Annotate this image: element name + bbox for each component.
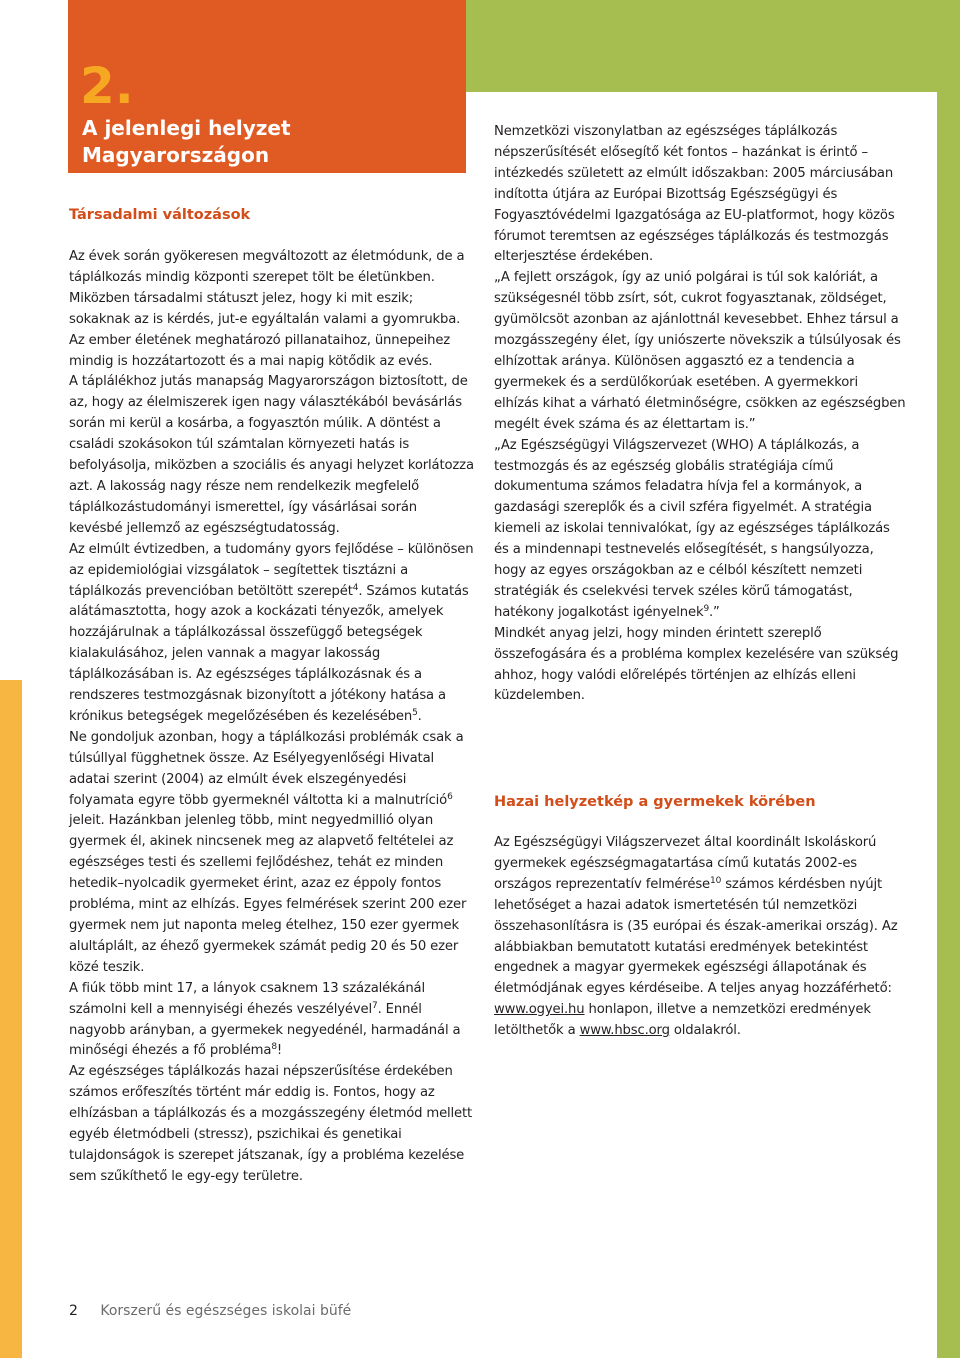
paragraph: Ne gondoljuk azonban, hogy a táplálkozási problémák csak a túlsúllyal függhetnek össze. Az Esélyegyenlőségi Hivatal adatai szerint (2004) az elmúlt évek elszegényedési folyamata egyre több gyermeknél váltotta ki a malnutríció$^6$ jeleit. Hazánkban jelenleg több, mint negyedmillió olyan gyermek él, akinek nincsenek meg az alapvető feltételei az egészséges testi és szellemi fejlődéshez, tehát ez minden hetedik–nyolcadik gyermeket érint, azaz ez éppoly fontos probléma, mint az elhízás. Egyes felmérések szerint 200 ezer gyermek nem jut naponta meleg ételhez, 150 ezer gyermek alultáplált, az éhező gyermekek számát pedig 20 és 50 ezer közé teszik.	[69, 729, 467, 975]
footnote-ref: 6	[447, 791, 453, 802]
paragraph: A fiúk több mint 17, a lányok csaknem 13 százalékánál számolni kell a mennyiségi éhezés veszélyével$^7$. Ennél nagyobb arányban, a gyermekek negyedénél, harmadánál a minőségi éhezés a fő probléma$^8$!	[69, 980, 461, 1059]
paragraph: Az elmúlt évtizedben, a tudomány gyors fejlődése – különösen az epidemiológiai vizsgálatok – segítettek tisztázni a táplálkozás prevencióban betöltött szerepét$^4$. Számos kutatás alátámasztotta, hogy azok a kockázati tényezők, amelyek hozzájárulnak a táplálkozással összefüggő betegségek kialakulásához, jelen vannak a magyar lakosság táplálkozásában is. Az egészséges táplálkozásnak és a rendszeres testmozgásnak bizonyított a jótékony hatása a krónikus betegségek megelőzésében és kezelésében$^5$.	[69, 541, 474, 724]
paragraph: Az egészséges táplálkozás hazai népszerűsítése érdekében számos erőfeszítés történt már eddig is. Fontos, hogy az elhízásban a táplálkozás és a mozgásszegény életmód mellett egyéb életmódbeli (stressz), pszichikai és genetikai tulajdonságok is szerepet játszanak, így a probléma kezelése sem szűkíthető le egy-egy területre.	[69, 1064, 473, 1184]
paragraph: Az évek során gyökeresen megváltozott az életmódunk, de a táplálkozás mindig központi szerepet tölt be életünkben. Miközben társadalmi státuszt jelez, hogy ki mit eszik; sokaknak az is kérdés, jut-e egyáltalán valami a gyomrukba. Az ember életének meghatározó pillanataihoz, ünnepeihez mindig is hozzátartozott és a mai napig kötődik az evés.	[69, 249, 465, 369]
footnote-ref: 7	[372, 1000, 378, 1011]
paragraph: Az Egészségügyi Világszervezet által koordinált Iskoláskorú gyermekek egészségmagatartása című kutatás 2002-es országos reprezentatív felmérése$^{10}$ számos kérdésben nyújt lehetőséget a hazai adatok ismertetésén túl nemzetközi összehasonlításra is (35 európai és észak-amerikai ország). Az alábbiakban bemutatott kutatási eredmények betekintést engednek a magyar gyermekek egészségi állapotának és életmódjának egyes kérdéseibe. A teljes anyag hozzáférhető: www.ogyei.hu honlapon, illetve a nemzetközi eredmények letölthetők a www.hbsc.org oldalakról.	[494, 835, 898, 1039]
quote-paragraph: „A fejlett országok, így az unió polgárai is túl sok kalóriát, a szükségesnél több zsírt, sót, cukrot fogyasztanak, zöldséget, gyümölcsöt azonban az ajánlottnál kevesebbet. Ehhez társul a mozgásszegény élet, így uniószerte növekszik a túlsúlyosak és elhízottak aránya. Különösen aggasztó ez a tendencia a gyermekek és a serdülőkorúak esetében. A gyermekkori elhízás kihat a várható életminőségre, csökken az egészségben megélt évek száma és az élettartam is.”	[494, 270, 906, 432]
page-number: 2	[69, 1303, 78, 1319]
chapter-title	[82, 115, 452, 169]
quote-paragraph: „Az Egészségügyi Világszervezet (WHO) A táplálkozás, a testmozgás és az egészség globális stratégiája című dokumentuma számos feladatra hívja fel a kormányok, a gazdasági szereplők és a civil szféra figyelmét. A stratégia kiemeli az iskolai tennivalókat, így az egészséges táplálkozás és a mindennapi testnevelés elősegítését, s hangsúlyozza, hogy az egyes országokban az e célból készített nemzeti stratégiák és cselekvési tervek széles körű támogatást, hatékony jogalkotást igényelnek$^9$.”	[494, 437, 890, 620]
right-column-bottom	[494, 833, 906, 1042]
right-side-band	[937, 92, 960, 1358]
footnote-ref: 9	[703, 603, 710, 614]
link-hbsc[interactable]: www.hbsc.org	[579, 1023, 670, 1039]
paragraph: A táplálékhoz jutás manapság Magyarországon biztosított, de az, hogy az élelmiszerek igen nagy választékából bevásárlás során mi kerül a kosárba, a fogyasztón múlik. A döntést a családi szokásokon túl számtalan környezeti hatás is befolyásolja, miközben a szociális és anyagi helyzet korlátozza azt. A lakosság nagy része nem rendelkezik megfelelő táplálkozástudományi ismerettel, így vásárlásai során kevésbé jellemző az egészségtudatosság.	[69, 374, 474, 536]
footnote-ref: 5	[412, 707, 418, 718]
section-heading-domestic-situation: Hazai helyzetkép a gyermekek körében	[494, 794, 816, 810]
paragraph: Mindkét anyag jelzi, hogy minden érintett szereplő összefogására és a probléma komplex kezelésére van szükség ahhoz, hogy valódi előrelépés történjen az elhízás elleni küzdelemben.	[494, 625, 899, 704]
chapter-title-line2: Magyarországon	[82, 143, 270, 167]
top-right-band	[466, 0, 960, 92]
footnote-ref: 8	[271, 1042, 277, 1053]
paragraph: Nemzetközi viszonylatban az egészséges táplálkozás népszerűsítését elősegítő két fontos – hazánkat is érintő – intézkedés született az elmúlt időszakban: 2005 márciusában indította útjára az Európai Bizottság Egészségügyi és Fogyasztóvédelmi Igazgatósága az EU-platformot, hogy közös fórumot teremtsen az egészséges táplálkozás és testmozgás elterjesztése érdekében.	[494, 124, 895, 265]
chapter-title-line1: A jelenlegi helyzet	[82, 116, 291, 140]
link-ogyei[interactable]: www.ogyei.hu	[494, 1002, 585, 1018]
page-footer	[69, 1301, 351, 1321]
left-side-band	[0, 680, 22, 1358]
left-column	[69, 247, 474, 1188]
running-title: Korszerű és egészséges iskolai büfé	[100, 1303, 352, 1319]
footnote-ref: 10	[710, 875, 722, 886]
chapter-number: 2.	[80, 57, 134, 115]
section-heading-social-changes: Társadalmi változások	[69, 207, 251, 223]
right-column-top	[494, 122, 906, 707]
footnote-ref: 4	[352, 582, 359, 593]
